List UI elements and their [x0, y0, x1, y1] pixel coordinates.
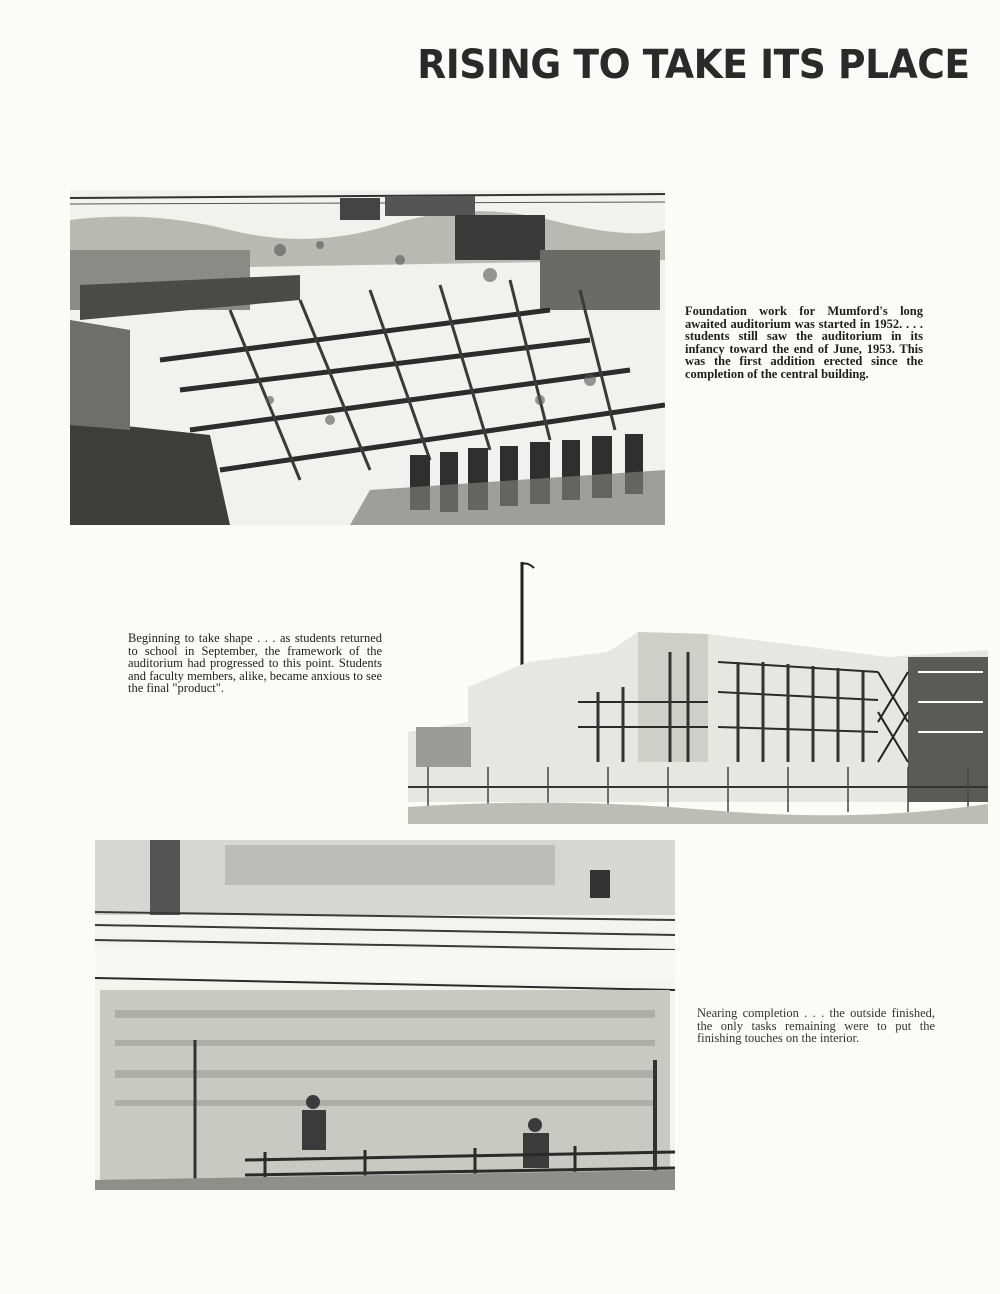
- auditorium-framework-photo: [408, 562, 988, 824]
- page-title: RISING TO TAKE ITS PLACE: [417, 42, 970, 88]
- framework-caption: Beginning to take shape . . . as students returned to school in September, the framework of the auditorium had progressed to this point. Students and faculty members, alike, became anxious to see the final "product".: [128, 631, 382, 695]
- foundation-caption: Foundation work for Mumford's long awaited auditorium was started in 1952. . . . students still saw the auditorium in its infancy toward the end of June, 1953. This was the first addition erected since the completion of the central building.: [685, 304, 923, 381]
- foundation-construction-photo: [70, 190, 665, 525]
- nearing-completion-caption: Nearing completion . . . the outside finished, the only tasks remaining were to put the finishing touches on the interior.: [697, 1006, 935, 1045]
- nearing-completion-photo: [95, 840, 675, 1190]
